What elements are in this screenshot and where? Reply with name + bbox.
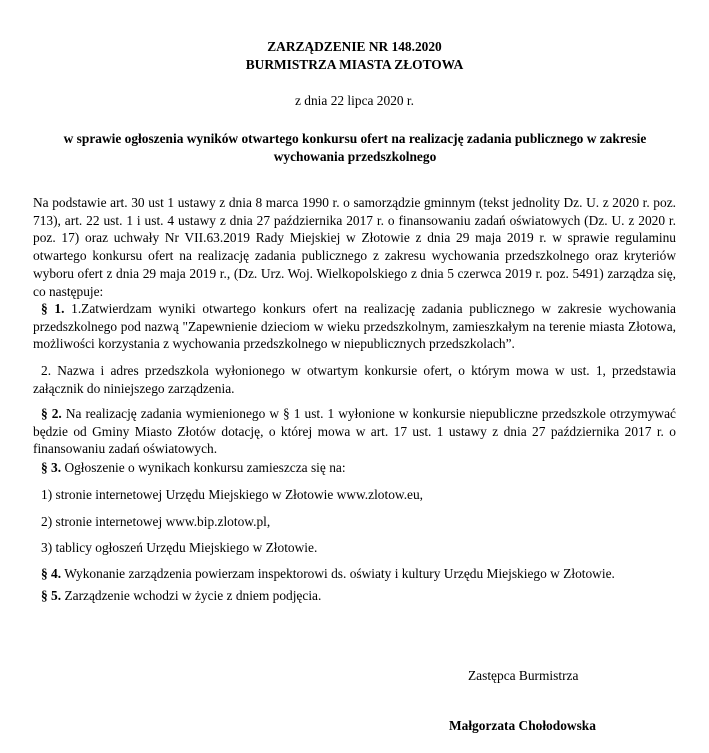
- section-1-paragraph: [33, 300, 676, 353]
- document-title-line1: ZARZĄDZENIE NR 148.2020: [267, 39, 442, 54]
- section-2-paragraph: [33, 405, 676, 458]
- section-1-mark: § 1.: [41, 301, 65, 316]
- section-1-point-2: 2. Nazwa i adres przedszkola wyłonionego w otwartym konkursie ofert, o którym mowa w ust. 1, przedstawia załącznik do niniejszego zarządzenia.: [33, 363, 676, 396]
- section-1-text: 1.Zatwierdzam wyniki otwartego konkurs ofert na realizację zadania publicznego w zakresie wychowania przedszkolnego pod nazwą "Zapewnienie dzieciom w wieku przedszkolnym, zamieszkałym na terenie miasta Złotowa, możliwości korzystania z wychowania przedszkolnego w niepublicznych przedszkolach”.: [33, 301, 676, 352]
- document-subject: w sprawie ogłoszenia wyników otwartego konkursu ofert na realizację zadania publicznego w zakresie wychowania przedszkolnego: [63, 131, 647, 164]
- section-4-mark: § 4.: [41, 566, 62, 581]
- section-3-item-1: 1) stronie internetowej Urzędu Miejskiego w Złotowie www.zlotow.eu,: [41, 487, 424, 502]
- intro-text: Na podstawie art. 30 ust 1 ustawy z dnia 8 marca 1990 r. o samorządzie gminnym (tekst jednolity Dz. U. z 2020 r. poz. 713), art. 22 ust. 1 i ust. 4 ustawy z dnia 27 października 2017 r. o finansowaniu zadań oświatowych (Dz. U. z 2020 r. poz. 17) oraz uchwały Nr VII.63.2019 Rady Miejskiej w Złotowie z dnia 29 maja 2019 r. w sprawie regulaminu otwartego konkursu ofert na realizację zadania publicznego z zakresu wychowania przedszkolnego oraz kryteriów wyboru ofert z dnia 29 maja 2019 r., (Dz. Urz. Woj. Wielkopolskiego z dnia 5 czerwca 2019 r. poz. 5491) zarządza się, co następuje:: [33, 195, 676, 299]
- signature-role: Zastępca Burmistrza: [468, 668, 579, 683]
- intro-paragraph: [33, 194, 676, 300]
- section-4-paragraph: [41, 565, 684, 583]
- section-3-text: Ogłoszenie o wynikach konkursu zamieszcza się na:: [61, 460, 346, 475]
- section-3-paragraph: [41, 459, 684, 477]
- document-date: z dnia 22 lipca 2020 r.: [295, 93, 414, 108]
- section-4-text: Wykonanie zarządzenia powierzam inspektorowi ds. oświaty i kultury Urzędu Miejskiego w Złotowie.: [61, 566, 615, 581]
- section-3-mark: § 3.: [41, 460, 62, 475]
- section-3-item-3: 3) tablicy ogłoszeń Urzędu Miejskiego w Złotowie.: [41, 540, 318, 555]
- section-2-mark: § 2.: [41, 406, 62, 421]
- signature-name: Małgorzata Chołodowska: [449, 718, 596, 733]
- section-5-text: Zarządzenie wchodzi w życie z dniem podjęcia.: [61, 588, 322, 603]
- document-title-line2: BURMISTRZA MIASTA ZŁOTOWA: [245, 57, 464, 72]
- section-5-mark: § 5.: [41, 588, 62, 603]
- section-5-paragraph: [41, 587, 684, 605]
- section-3-item-2: 2) stronie internetowej www.bip.zlotow.pl,: [41, 514, 271, 529]
- section-2-text: Na realizację zadania wymienionego w § 1 ust. 1 wyłonione w konkursie niepubliczne przedszkole otrzymywać będzie od Gminy Miasto Złotów dotację, o której mowa w art. 17 ust. 1 ustawy z dnia 27 października 2017 r. o finansowaniu zadań oświatowych.: [33, 406, 676, 457]
